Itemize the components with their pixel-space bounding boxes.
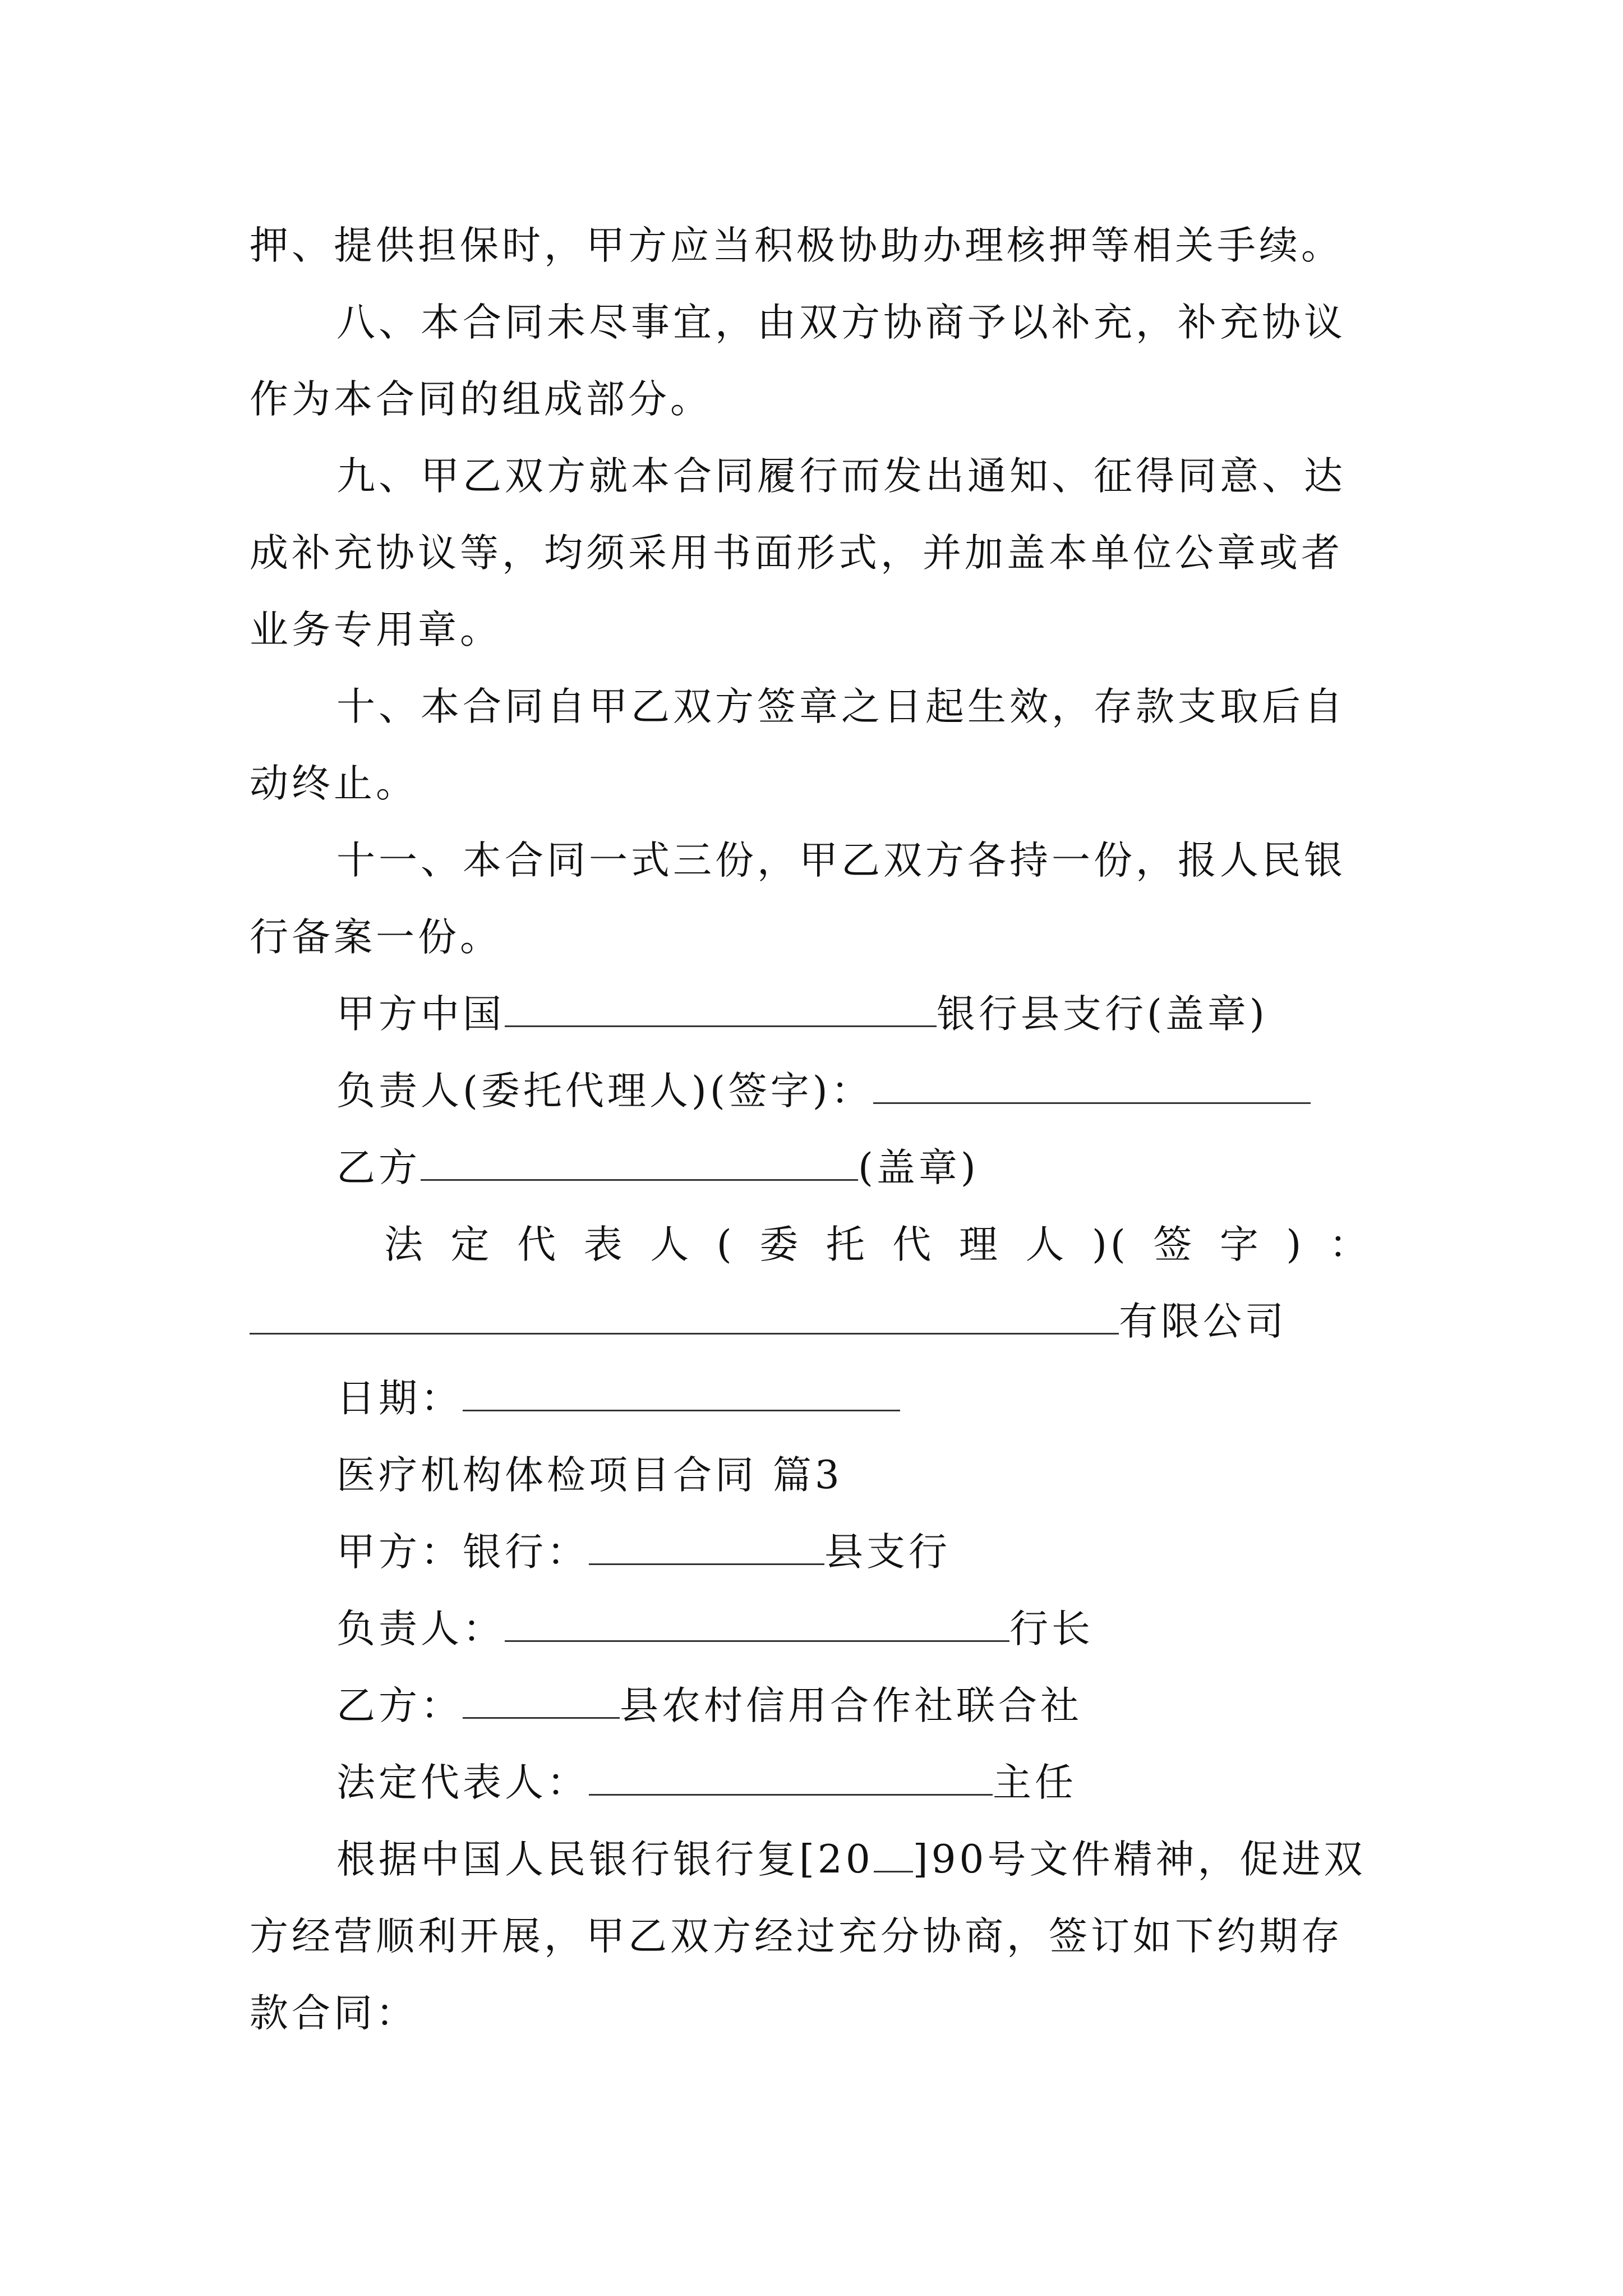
- party-a-prefix: 甲方中国: [336, 992, 505, 1037]
- section3-legal-rep-line: [250, 1745, 1382, 1821]
- section3-party-b-prefix: 乙方：: [336, 1683, 463, 1728]
- para-text: ]90号文件精神，促进双: [912, 1837, 1366, 1882]
- clause-8-line: 八、本合同未尽事宜，由双方协商予以补充，补充协议: [336, 300, 1346, 345]
- legal-rep-char: 字: [1219, 1222, 1262, 1267]
- document-body: [250, 208, 1382, 2052]
- section3-party-a-suffix: 县支行: [824, 1530, 951, 1575]
- company-blank[interactable]: [250, 1299, 1119, 1335]
- clause-9-line: 九、甲乙双方就本合同履行而发出通知、征得同意、达: [336, 454, 1346, 499]
- legal-rep-char: 理: [958, 1222, 1001, 1267]
- text-line: 动终止。: [250, 761, 418, 806]
- responsible-signature-line: [250, 1053, 1382, 1130]
- legal-rep-char: 人: [650, 1222, 693, 1267]
- section3-legal-rep-prefix: 法定代表人：: [336, 1760, 589, 1805]
- date-line: [250, 1360, 1382, 1437]
- section3-party-b-suffix: 县农村信用合作社联合社: [620, 1683, 1082, 1728]
- section3-responsible-line: [250, 1591, 1382, 1668]
- date-blank[interactable]: [463, 1376, 900, 1411]
- legal-rep-char: (: [716, 1222, 735, 1267]
- text-line: 业务专用章。: [250, 608, 502, 652]
- section3-responsible-prefix: 负责人：: [336, 1607, 505, 1651]
- legal-rep-line: [250, 1207, 1382, 1283]
- legal-rep-char: 委: [759, 1222, 802, 1267]
- legal-rep-char: 托: [826, 1222, 868, 1267]
- company-signature-line: [250, 1283, 1382, 1360]
- date-label: 日期：: [336, 1376, 463, 1421]
- responsible-label: 负责人(委托代理人)(签字)：: [336, 1069, 873, 1114]
- legal-rep-char: 定: [450, 1222, 493, 1267]
- text-line: 作为本合同的组成部分。: [250, 377, 712, 422]
- legal-rep-char: ：: [1329, 1222, 1371, 1267]
- section3-responsible-blank[interactable]: [505, 1607, 1009, 1642]
- text-line: 行备案一份。: [250, 915, 502, 960]
- responsible-signature-blank[interactable]: [873, 1069, 1311, 1104]
- section3-legal-rep-blank[interactable]: [589, 1760, 993, 1796]
- legal-rep-char: 表: [583, 1222, 626, 1267]
- party-b-signature-line: [250, 1130, 1382, 1207]
- clause-11-line: 十一、本合同一式三份，甲乙双方各持一份，报人民银: [336, 838, 1346, 883]
- party-b-blank[interactable]: [421, 1145, 858, 1181]
- section3-party-a-blank[interactable]: [589, 1530, 824, 1565]
- company-suffix: 有限公司: [1119, 1299, 1287, 1344]
- section3-party-b-blank[interactable]: [463, 1683, 620, 1719]
- legal-rep-char: 法: [384, 1222, 426, 1267]
- text-line: 成补充协议等，均须采用书面形式，并加盖本单位公章或者: [250, 531, 1343, 576]
- party-a-signature-line: [250, 976, 1382, 1053]
- party-b-prefix: 乙方: [336, 1145, 421, 1190]
- section3-responsible-suffix: 行长: [1009, 1607, 1094, 1651]
- party-b-suffix: (盖章): [858, 1145, 979, 1190]
- legal-rep-char: 签: [1153, 1222, 1196, 1267]
- section3-party-a-line: [250, 1514, 1382, 1591]
- text-line: 押、提供担保时，甲方应当积极协助办理核押等相关手续。: [250, 223, 1343, 268]
- legal-rep-char: 人: [1025, 1222, 1068, 1267]
- legal-rep-char: 代: [517, 1222, 560, 1267]
- party-a-suffix: 银行县支行(盖章): [937, 992, 1268, 1037]
- party-a-bank-blank[interactable]: [505, 992, 937, 1027]
- legal-rep-char: 代: [892, 1222, 935, 1267]
- section-title: 医疗机构体检项目合同 篇3: [336, 1453, 843, 1498]
- section3-legal-rep-suffix: 主任: [993, 1760, 1077, 1805]
- legal-rep-char: ): [1286, 1222, 1305, 1267]
- section3-paragraph-line: 款合同：: [250, 1991, 418, 2036]
- year-blank[interactable]: [874, 1837, 913, 1872]
- para-text: 根据中国人民银行银行复[20: [336, 1837, 874, 1882]
- section3-party-b-line: [250, 1668, 1382, 1745]
- clause-10-line: 十、本合同自甲乙双方签章之日起生效，存款支取后自: [336, 684, 1346, 729]
- section3-paragraph-line: 方经营顺利开展，甲乙双方经过充分协商，签订如下约期存: [250, 1914, 1343, 1959]
- section3-party-a-prefix: 甲方：银行：: [336, 1530, 589, 1575]
- section3-paragraph-line: [250, 1821, 1382, 1898]
- legal-rep-char: )(: [1091, 1222, 1129, 1267]
